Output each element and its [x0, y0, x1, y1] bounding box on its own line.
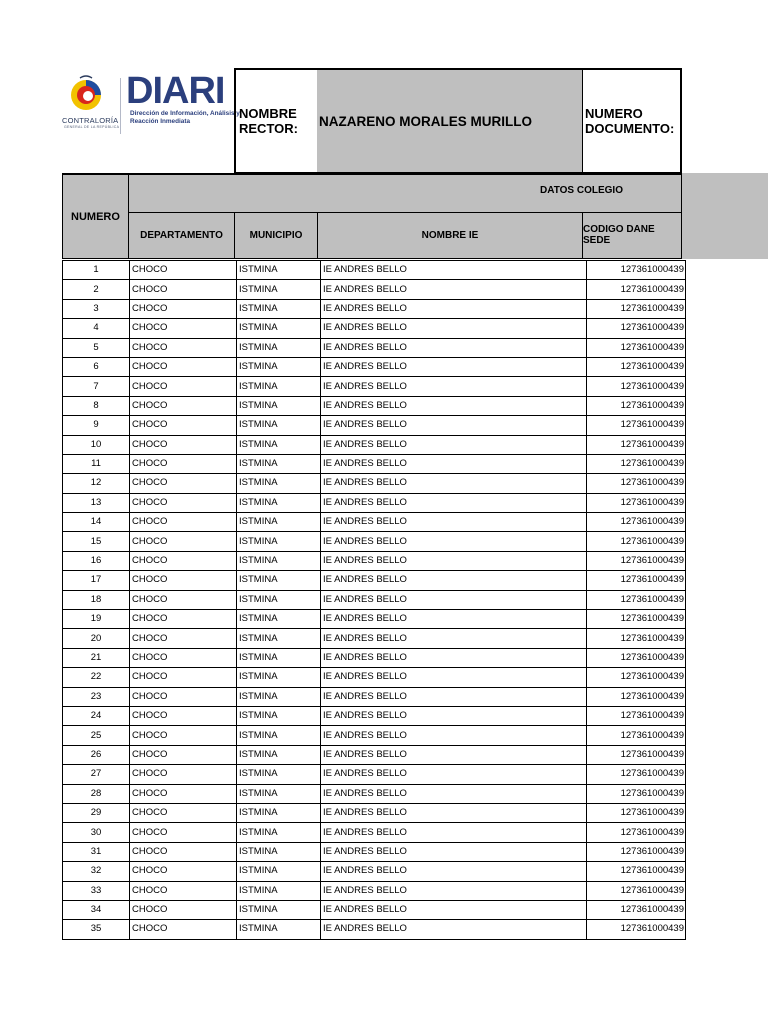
row-number-cell: 27: [63, 765, 130, 784]
nombre-ie-cell: IE ANDRES BELLO: [321, 454, 587, 473]
municipio-cell: ISTMINA: [237, 726, 321, 745]
table-row: [63, 648, 686, 667]
departamento-cell: CHOCO: [130, 416, 237, 435]
municipio-cell: ISTMINA: [237, 590, 321, 609]
codigo-dane-cell: 127361000439: [587, 280, 686, 299]
nombre-ie-cell: IE ANDRES BELLO: [321, 610, 587, 629]
nombre-ie-cell: IE ANDRES BELLO: [321, 920, 587, 939]
codigo-dane-cell: 127361000439: [587, 435, 686, 454]
codigo-dane-cell: 127361000439: [587, 881, 686, 900]
departamento-cell: CHOCO: [130, 299, 237, 318]
codigo-dane-cell: 127361000439: [587, 357, 686, 376]
departamento-cell: CHOCO: [130, 920, 237, 939]
codigo-dane-cell: 127361000439: [587, 551, 686, 570]
municipio-cell: ISTMINA: [237, 842, 321, 861]
table-row: [63, 842, 686, 861]
codigo-dane-cell: 127361000439: [587, 338, 686, 357]
codigo-dane-cell: 127361000439: [587, 416, 686, 435]
departamento-cell: CHOCO: [130, 532, 237, 551]
departamento-cell: CHOCO: [130, 706, 237, 725]
codigo-dane-cell: 127361000439: [587, 765, 686, 784]
municipio-cell: ISTMINA: [237, 396, 321, 415]
org-name: CONTRALORÍA: [62, 116, 119, 125]
table-row: [63, 513, 686, 532]
municipio-cell: ISTMINA: [237, 532, 321, 551]
municipio-cell: ISTMINA: [237, 261, 321, 280]
municipio-cell: ISTMINA: [237, 706, 321, 725]
nombre-ie-cell: IE ANDRES BELLO: [321, 532, 587, 551]
table-row: [63, 571, 686, 590]
row-number-cell: 14: [63, 513, 130, 532]
codigo-dane-cell: 127361000439: [587, 319, 686, 338]
nombre-ie-cell: IE ANDRES BELLO: [321, 513, 587, 532]
school-data-table: [62, 260, 686, 940]
table-row: [63, 629, 686, 648]
nombre-ie-cell: IE ANDRES BELLO: [321, 745, 587, 764]
table-row: [63, 493, 686, 512]
row-number-cell: 10: [63, 435, 130, 454]
municipio-cell: ISTMINA: [237, 862, 321, 881]
nombre-ie-cell: IE ANDRES BELLO: [321, 319, 587, 338]
table-row: [63, 823, 686, 842]
table-row: [63, 319, 686, 338]
departamento-cell: CHOCO: [130, 745, 237, 764]
nombre-ie-cell: IE ANDRES BELLO: [321, 338, 587, 357]
departamento-cell: CHOCO: [130, 551, 237, 570]
row-number-cell: 20: [63, 629, 130, 648]
nombre-ie-cell: IE ANDRES BELLO: [321, 493, 587, 512]
document-label-cell: [582, 68, 682, 174]
row-number-cell: 12: [63, 474, 130, 493]
nombre-ie-cell: IE ANDRES BELLO: [321, 416, 587, 435]
table-row: [63, 454, 686, 473]
departamento-cell: CHOCO: [130, 396, 237, 415]
municipio-cell: ISTMINA: [237, 823, 321, 842]
table-row: [63, 610, 686, 629]
nombre-ie-cell: IE ANDRES BELLO: [321, 687, 587, 706]
nombre-ie-cell: IE ANDRES BELLO: [321, 881, 587, 900]
contraloria-emblem-icon: [66, 74, 106, 114]
codigo-dane-cell: 127361000439: [587, 900, 686, 919]
codigo-dane-cell: 127361000439: [587, 299, 686, 318]
nombre-ie-cell: IE ANDRES BELLO: [321, 261, 587, 280]
municipio-cell: ISTMINA: [237, 493, 321, 512]
codigo-dane-cell: 127361000439: [587, 687, 686, 706]
municipio-cell: ISTMINA: [237, 900, 321, 919]
departamento-cell: CHOCO: [130, 823, 237, 842]
municipio-cell: ISTMINA: [237, 474, 321, 493]
departamento-cell: CHOCO: [130, 377, 237, 396]
municipio-cell: ISTMINA: [237, 454, 321, 473]
row-number-cell: 1: [63, 261, 130, 280]
row-number-cell: 3: [63, 299, 130, 318]
municipio-cell: ISTMINA: [237, 319, 321, 338]
nombre-ie-cell: IE ANDRES BELLO: [321, 803, 587, 822]
row-number-cell: 22: [63, 668, 130, 687]
departamento-cell: CHOCO: [130, 590, 237, 609]
codigo-dane-cell: 127361000439: [587, 610, 686, 629]
nombre-ie-cell: IE ANDRES BELLO: [321, 726, 587, 745]
municipio-cell: ISTMINA: [237, 571, 321, 590]
codigo-dane-header-label: CODIGO DANE SEDE: [583, 224, 655, 246]
row-number-cell: 17: [63, 571, 130, 590]
codigo-dane-cell: 127361000439: [587, 706, 686, 725]
row-number-cell: 35: [63, 920, 130, 939]
municipio-cell: ISTMINA: [237, 629, 321, 648]
municipio-cell: ISTMINA: [237, 803, 321, 822]
codigo-dane-cell: 127361000439: [587, 668, 686, 687]
row-number-cell: 5: [63, 338, 130, 357]
departamento-cell: CHOCO: [130, 803, 237, 822]
codigo-dane-cell: 127361000439: [587, 920, 686, 939]
municipio-cell: ISTMINA: [237, 648, 321, 667]
table-row: [63, 474, 686, 493]
row-number-cell: 25: [63, 726, 130, 745]
row-number-cell: 19: [63, 610, 130, 629]
table-row: [63, 765, 686, 784]
departamento-cell: CHOCO: [130, 668, 237, 687]
nombre-ie-cell: IE ANDRES BELLO: [321, 474, 587, 493]
row-number-cell: 28: [63, 784, 130, 803]
municipio-cell: ISTMINA: [237, 765, 321, 784]
nombre-ie-cell: IE ANDRES BELLO: [321, 357, 587, 376]
row-number-cell: 8: [63, 396, 130, 415]
table-row: [63, 687, 686, 706]
row-number-cell: 18: [63, 590, 130, 609]
nombre-ie-cell: IE ANDRES BELLO: [321, 842, 587, 861]
codigo-dane-cell: 127361000439: [587, 803, 686, 822]
municipio-header-label: MUNICIPIO: [249, 229, 303, 241]
table-row: [63, 668, 686, 687]
row-number-cell: 32: [63, 862, 130, 881]
table-row: [63, 435, 686, 454]
nombre-ie-column-header: [317, 212, 583, 259]
row-number-cell: 23: [63, 687, 130, 706]
nombre-ie-cell: IE ANDRES BELLO: [321, 629, 587, 648]
row-number-cell: 15: [63, 532, 130, 551]
nombre-ie-cell: IE ANDRES BELLO: [321, 396, 587, 415]
codigo-dane-column-header: [582, 212, 682, 259]
departamento-cell: CHOCO: [130, 881, 237, 900]
table-row: [63, 803, 686, 822]
row-number-cell: 24: [63, 706, 130, 725]
nombre-ie-cell: IE ANDRES BELLO: [321, 551, 587, 570]
departamento-cell: CHOCO: [130, 493, 237, 512]
row-number-cell: 30: [63, 823, 130, 842]
table-row: [63, 280, 686, 299]
nombre-ie-header-label: NOMBRE IE: [421, 229, 479, 241]
table-row: [63, 590, 686, 609]
municipio-cell: ISTMINA: [237, 551, 321, 570]
municipio-cell: ISTMINA: [237, 784, 321, 803]
nombre-ie-cell: IE ANDRES BELLO: [321, 435, 587, 454]
codigo-dane-cell: 127361000439: [587, 726, 686, 745]
table-row: [63, 377, 686, 396]
row-number-cell: 11: [63, 454, 130, 473]
departamento-cell: CHOCO: [130, 513, 237, 532]
row-number-cell: 13: [63, 493, 130, 512]
departamento-cell: CHOCO: [130, 435, 237, 454]
municipio-cell: ISTMINA: [237, 513, 321, 532]
table-row: [63, 416, 686, 435]
table-row: [63, 338, 686, 357]
municipio-cell: ISTMINA: [237, 435, 321, 454]
municipio-cell: ISTMINA: [237, 745, 321, 764]
municipio-cell: ISTMINA: [237, 687, 321, 706]
departamento-column-header: [128, 212, 235, 259]
municipio-cell: ISTMINA: [237, 668, 321, 687]
municipio-cell: ISTMINA: [237, 416, 321, 435]
municipio-cell: ISTMINA: [237, 338, 321, 357]
codigo-dane-cell: 127361000439: [587, 823, 686, 842]
codigo-dane-cell: 127361000439: [587, 474, 686, 493]
departamento-cell: CHOCO: [130, 765, 237, 784]
departamento-cell: CHOCO: [130, 261, 237, 280]
municipio-cell: ISTMINA: [237, 357, 321, 376]
codigo-dane-cell: 127361000439: [587, 493, 686, 512]
departamento-header-label: DEPARTAMENTO: [140, 229, 223, 241]
departamento-cell: CHOCO: [130, 900, 237, 919]
departamento-cell: CHOCO: [130, 319, 237, 338]
nombre-ie-cell: IE ANDRES BELLO: [321, 784, 587, 803]
codigo-dane-cell: 127361000439: [587, 377, 686, 396]
row-number-cell: 16: [63, 551, 130, 570]
table-row: [63, 299, 686, 318]
rector-name-cell: [317, 68, 583, 174]
departamento-cell: CHOCO: [130, 280, 237, 299]
codigo-dane-cell: 127361000439: [587, 842, 686, 861]
row-number-cell: 9: [63, 416, 130, 435]
table-body: [63, 261, 686, 940]
departamento-cell: CHOCO: [130, 474, 237, 493]
rector-name: NAZARENO MORALES MURILLO: [319, 113, 532, 129]
table-row: [63, 862, 686, 881]
brand-description: Dirección de Información, Análisis y Reacción Inmediata: [130, 110, 240, 125]
row-number-cell: 33: [63, 881, 130, 900]
nombre-ie-cell: IE ANDRES BELLO: [321, 299, 587, 318]
nombre-ie-cell: IE ANDRES BELLO: [321, 648, 587, 667]
departamento-cell: CHOCO: [130, 648, 237, 667]
departamento-cell: CHOCO: [130, 726, 237, 745]
datos-colegio-title: DATOS COLEGIO: [540, 185, 623, 196]
table-row: [63, 396, 686, 415]
departamento-cell: CHOCO: [130, 687, 237, 706]
numero-column-header: [62, 173, 129, 259]
codigo-dane-cell: 127361000439: [587, 454, 686, 473]
municipio-cell: ISTMINA: [237, 280, 321, 299]
nombre-ie-cell: IE ANDRES BELLO: [321, 823, 587, 842]
rector-label: NOMBRE RECTOR:: [239, 106, 298, 136]
departamento-cell: CHOCO: [130, 338, 237, 357]
rector-label-cell: [234, 68, 318, 174]
nombre-ie-cell: IE ANDRES BELLO: [321, 900, 587, 919]
departamento-cell: CHOCO: [130, 862, 237, 881]
departamento-cell: CHOCO: [130, 610, 237, 629]
codigo-dane-cell: 127361000439: [587, 784, 686, 803]
row-number-cell: 31: [63, 842, 130, 861]
municipio-cell: ISTMINA: [237, 881, 321, 900]
municipio-column-header: [234, 212, 318, 259]
codigo-dane-cell: 127361000439: [587, 590, 686, 609]
municipio-cell: ISTMINA: [237, 299, 321, 318]
departamento-cell: CHOCO: [130, 571, 237, 590]
codigo-dane-cell: 127361000439: [587, 571, 686, 590]
departamento-cell: CHOCO: [130, 629, 237, 648]
row-number-cell: 29: [63, 803, 130, 822]
document-label: NUMERO DOCUMENTO:: [585, 106, 675, 136]
codigo-dane-cell: 127361000439: [587, 629, 686, 648]
table-row: [63, 920, 686, 939]
brand-wordmark: DIARI: [126, 70, 225, 112]
nombre-ie-cell: IE ANDRES BELLO: [321, 377, 587, 396]
nombre-ie-cell: IE ANDRES BELLO: [321, 571, 587, 590]
table-row: [63, 551, 686, 570]
codigo-dane-cell: 127361000439: [587, 396, 686, 415]
nombre-ie-cell: IE ANDRES BELLO: [321, 862, 587, 881]
row-number-cell: 21: [63, 648, 130, 667]
municipio-cell: ISTMINA: [237, 920, 321, 939]
table-row: [63, 261, 686, 280]
table-row: [63, 745, 686, 764]
table-row: [63, 706, 686, 725]
row-number-cell: 4: [63, 319, 130, 338]
table-row: [63, 532, 686, 551]
contraloria-diari-logo: [60, 70, 240, 174]
nombre-ie-cell: IE ANDRES BELLO: [321, 706, 587, 725]
nombre-ie-cell: IE ANDRES BELLO: [321, 668, 587, 687]
departamento-cell: CHOCO: [130, 357, 237, 376]
nombre-ie-cell: IE ANDRES BELLO: [321, 765, 587, 784]
departamento-cell: CHOCO: [130, 454, 237, 473]
table-row: [63, 881, 686, 900]
municipio-cell: ISTMINA: [237, 377, 321, 396]
codigo-dane-cell: 127361000439: [587, 513, 686, 532]
codigo-dane-cell: 127361000439: [587, 862, 686, 881]
row-number-cell: 7: [63, 377, 130, 396]
org-subtitle: GENERAL DE LA REPÚBLICA: [64, 125, 120, 129]
table-row: [63, 784, 686, 803]
numero-header-label: NUMERO: [71, 210, 120, 223]
table-row: [63, 726, 686, 745]
codigo-dane-cell: 127361000439: [587, 648, 686, 667]
row-number-cell: 34: [63, 900, 130, 919]
codigo-dane-cell: 127361000439: [587, 261, 686, 280]
nombre-ie-cell: IE ANDRES BELLO: [321, 280, 587, 299]
departamento-cell: CHOCO: [130, 842, 237, 861]
row-number-cell: 26: [63, 745, 130, 764]
table-row: [63, 900, 686, 919]
codigo-dane-cell: 127361000439: [587, 745, 686, 764]
nombre-ie-cell: IE ANDRES BELLO: [321, 590, 587, 609]
departamento-cell: CHOCO: [130, 784, 237, 803]
logo-divider: [120, 78, 121, 134]
row-number-cell: 2: [63, 280, 130, 299]
codigo-dane-cell: 127361000439: [587, 532, 686, 551]
row-number-cell: 6: [63, 357, 130, 376]
table-row: [63, 357, 686, 376]
municipio-cell: ISTMINA: [237, 610, 321, 629]
